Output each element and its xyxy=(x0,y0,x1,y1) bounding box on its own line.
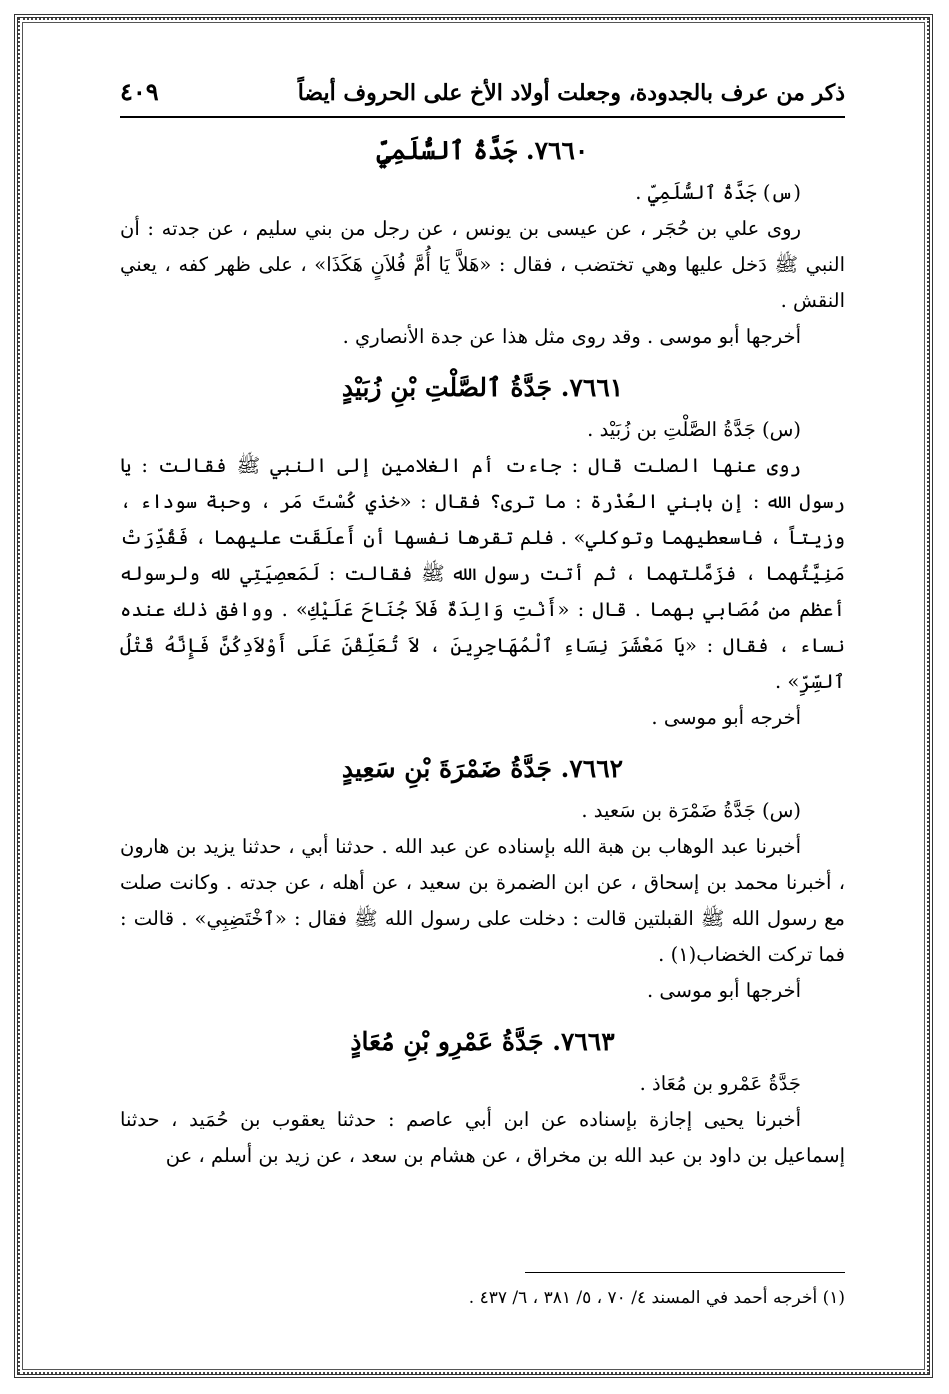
header-title: ذكر من عرف بالجدودة، وجعلت أولاد الأخ على الحروف أيضاً xyxy=(297,80,845,106)
entry-heading: ٧٦٦٠. جَدَّةُ ٱلسُّلَمِيِّ xyxy=(376,136,589,165)
entry-paragraph: أخبرنا يحيى إجازة بإسناده عن ابن أبي عاصم : حدثنا يعقوب بن حُمَيد ، حدثنا إسماعيل بن داود بن عبد الله بن مخراق ، عن هشام بن سعد ، عن زيد بن أسلم ، عن xyxy=(120,1108,845,1167)
entry-intro: (س) جَدَّةُ الصَّلْتِ بن زُبَيْد . xyxy=(587,418,801,441)
entry-heading: ٧٦٦٢. جَدَّةُ ضَمْرَةَ بْنِ سَعِيدٍ xyxy=(341,754,624,783)
footnote-divider xyxy=(525,1272,845,1273)
entry-source: أخرجها أبو موسى . وقد روى مثل هذا عن جدة الأنصاري . xyxy=(342,325,801,348)
running-header xyxy=(120,62,845,118)
page-content xyxy=(120,62,845,1342)
entry-paragraph: روى علي بن حُجَر ، عن عيسى بن يونس ، عن رجل من بني سليم ، عن جدته : أن النبي ﷺ دَخل عليها وهي تختضب ، فقال : «هَلاَّ يَا أُمَّ فُلاَنٍ هَكَذَا» ، على ظهر كفه ، يعني النقش . xyxy=(120,217,845,312)
entry xyxy=(120,754,845,1009)
entry-intro: (س) جَدَّةُ ضَمْرَة بن سَعيد . xyxy=(581,799,801,822)
entry xyxy=(120,136,845,355)
entry-paragraph: أخبرنا عبد الوهاب بن هبة الله بإسناده عن عبد الله . حدثنا أبي ، حدثنا يزيد بن هارون ، أخبرنا محمد بن إسحاق ، عن ابن الضمرة بن سعيد ، عن أهله ، عن جدته . وكانت صلت مع رسول الله ﷺ القبلتين قالت : دخلت على رسول الله ﷺ فقال : «ٱخْتَضِبِي» . قالت : فما تركت الخضاب(١) . xyxy=(120,835,845,966)
page-number: ٤٠٩ xyxy=(120,77,159,106)
entry-intro: (س) جَدَّةُ ٱلسُّلَمِيِّ . xyxy=(635,181,801,204)
entry-source: أخرجها أبو موسى . xyxy=(646,979,801,1002)
entry-paragraph: روى عنها الصلت قال : جاءت أم الغلامين إلى النبي ﷺ فقالت : يا رسول الله : إن بابني العُذْرة : ما ترى؟ فقال : «خذي كُسْتَ مَر ، وحبة سوداء ، وزيتاً ، فاسعطيهما وتوكلي» . فلم تقرها نفسها أن أَعلَقَت عليهما ، فَقُدِّرَتْ مَنِيَّتُهما ، فزَمَّلتهما ، ثم أتت رسول الله ﷺ فقالت : لَمَعصِيَتِي لله ولرسوله أعظم من مُصَابي بهما . قال : «أَنْتِ وَالِدَةٌ فَلاَ جُنَاحَ عَلَيْكِ» . ووافق ذلك عنده نساء ، فقال : «يَا مَعْشَرَ نِسَاءِ ٱلْمُهَاجِرِينَ ، لاَ تُعَلِّقْنَ عَلَى أَوْلاَدِكُنَّ فَإِنَّهُ قَتْلُ ٱلسِّرِّ» . xyxy=(120,454,845,693)
footnote: (١) أخرجه أحمد في المسند ٤/ ٧٠ ، ٥/ ٣٨١ ، ٦/ ٤٣٧ . xyxy=(468,1288,845,1308)
entry-intro: جَدَّةُ عَمْرو بن مُعَاذ . xyxy=(639,1072,801,1095)
entry-heading: ٧٦٦٣. جَدَّةُ عَمْرِو بْنِ مُعَاذٍ xyxy=(350,1027,615,1056)
entry xyxy=(120,1027,845,1174)
entry xyxy=(120,373,845,736)
entry-source: أخرجه أبو موسى . xyxy=(651,706,801,729)
entry-heading: ٧٦٦١. جَدَّةُ ٱلصَّلْتِ بْنِ زُبَيْدٍ xyxy=(341,373,624,402)
